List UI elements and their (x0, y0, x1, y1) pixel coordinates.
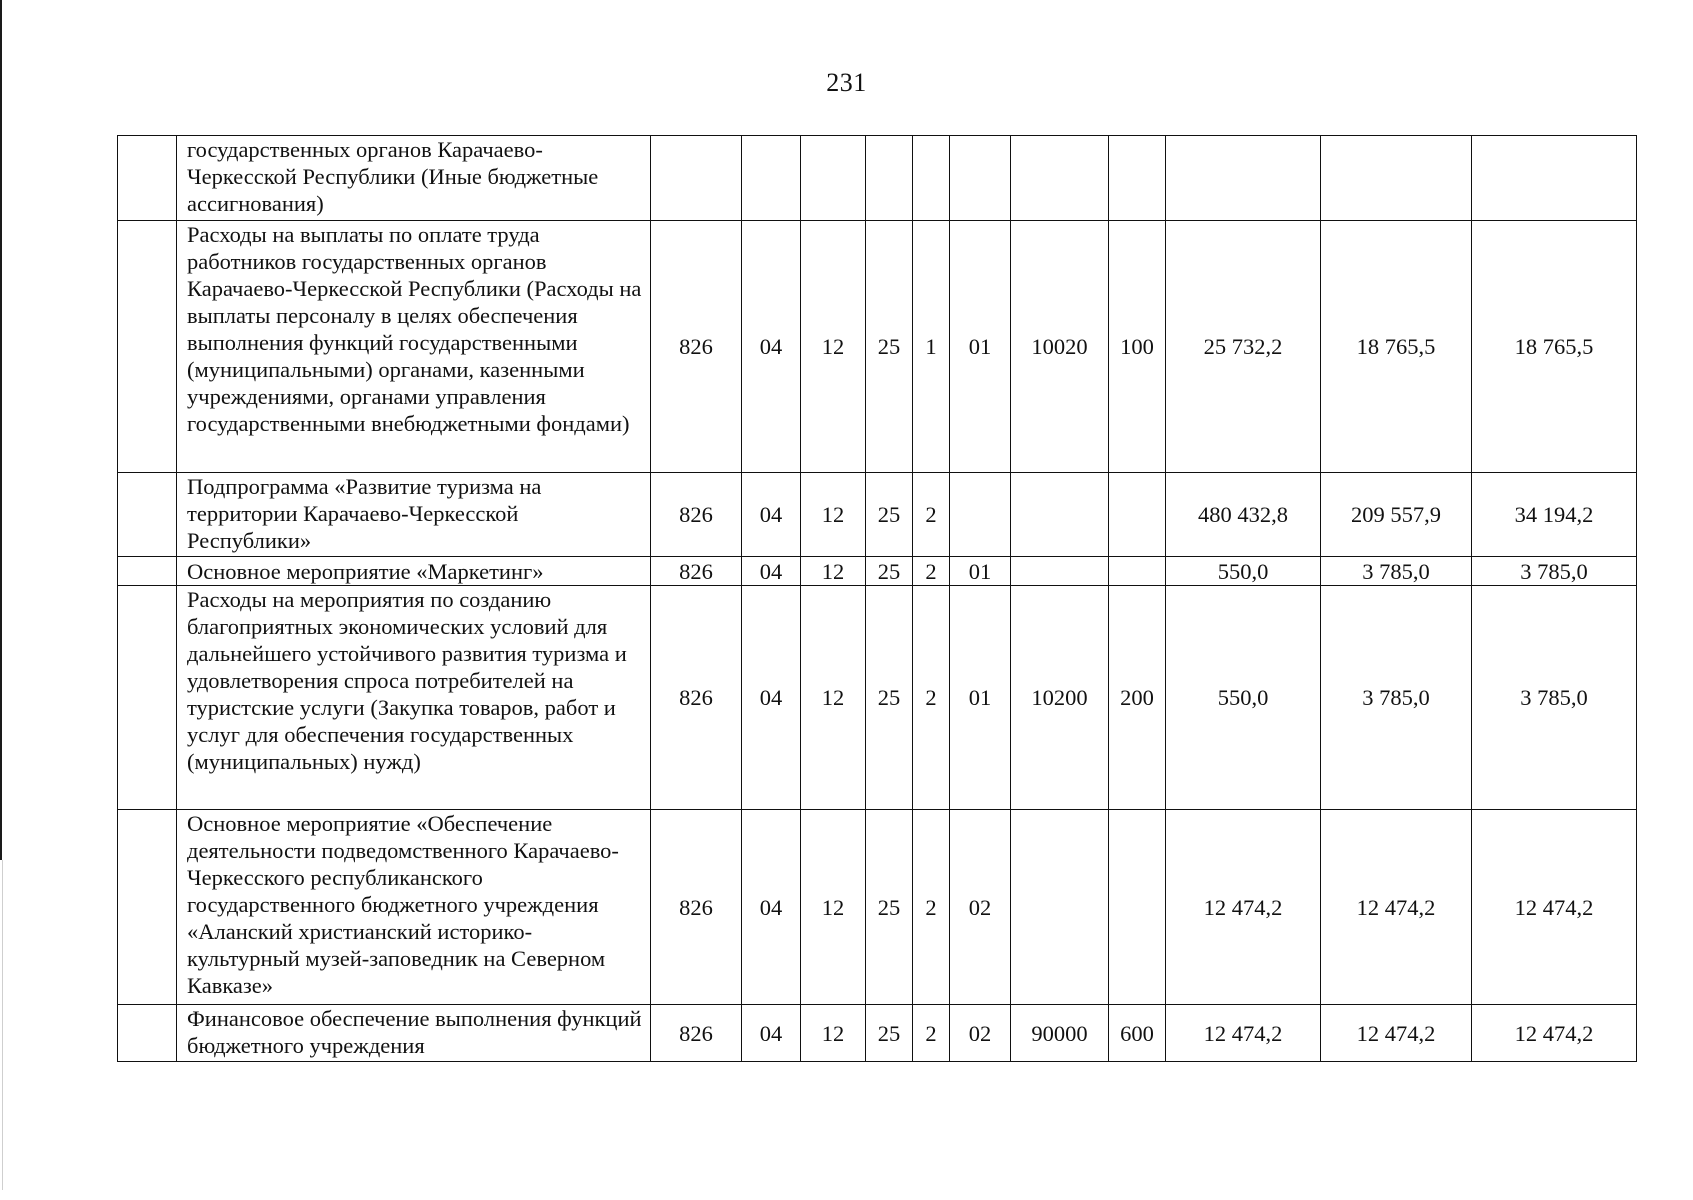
code-subsection: 12 (801, 1005, 866, 1062)
code-program: 25 (866, 473, 913, 557)
code-ministry (651, 136, 742, 221)
code-subsection: 12 (801, 557, 866, 586)
code-subprogram: 2 (913, 1005, 950, 1062)
code-ministry: 826 (651, 221, 742, 473)
table-row (118, 557, 1637, 586)
row-description: Расходы на выплаты по оплате труда работников государственных органов Карачаево-Черкесской Республики (Расходы на выплаты персоналу в целях обеспечения выполнения функций государственными (муниципальными) органами, казенными учреждениями, органами управления государственными внебюджетными фондами) (177, 221, 651, 473)
row-description: Финансовое обеспечение выполнения функций бюджетного учреждения (177, 1005, 651, 1062)
code-section: 04 (742, 1005, 801, 1062)
code-section: 04 (742, 557, 801, 586)
amount-year-3 (1472, 136, 1637, 221)
amount-year-2: 3 785,0 (1321, 557, 1472, 586)
amount-year-2: 12 474,2 (1321, 1005, 1472, 1062)
amount-year-2: 18 765,5 (1321, 221, 1472, 473)
code-program: 25 (866, 586, 913, 810)
row-index-cell (118, 810, 177, 1005)
code-subprogram: 1 (913, 221, 950, 473)
code-main-activity: 02 (950, 1005, 1011, 1062)
code-direction (1011, 557, 1109, 586)
row-index-cell (118, 221, 177, 473)
amount-year-1 (1166, 136, 1321, 221)
code-subsection: 12 (801, 473, 866, 557)
code-expense-type (1109, 136, 1166, 221)
page-number: 231 (826, 68, 867, 97)
row-description: Основное мероприятие «Маркетинг» (177, 557, 651, 586)
code-ministry: 826 (651, 473, 742, 557)
code-expense-type (1109, 473, 1166, 557)
amount-year-1: 480 432,8 (1166, 473, 1321, 557)
code-ministry: 826 (651, 586, 742, 810)
code-section: 04 (742, 810, 801, 1005)
amount-year-2: 12 474,2 (1321, 810, 1472, 1005)
table-row (118, 221, 1637, 473)
row-description: Основное мероприятие «Обеспечение деятельности подведомственного Карачаево-Черкесского республиканского государственного бюджетного учреждения «Аланский христианский историко-культурный музей-заповедник на Северном Кавказе» (177, 810, 651, 1005)
amount-year-1: 25 732,2 (1166, 221, 1321, 473)
row-description: Расходы на мероприятия по созданию благоприятных экономических условий для дальнейшего устойчивого развития туризма и удовлетворения спроса потребителей на туристские услуги (Закупка товаров, работ и услуг для обеспечения государственных (муниципальных) нужд) (177, 586, 651, 810)
row-index-cell (118, 586, 177, 810)
code-expense-type (1109, 557, 1166, 586)
amount-year-1: 550,0 (1166, 586, 1321, 810)
amount-year-1: 12 474,2 (1166, 1005, 1321, 1062)
code-main-activity (950, 473, 1011, 557)
code-ministry: 826 (651, 557, 742, 586)
code-section: 04 (742, 221, 801, 473)
code-direction (1011, 473, 1109, 557)
table-row (118, 136, 1637, 221)
code-direction: 90000 (1011, 1005, 1109, 1062)
code-expense-type (1109, 810, 1166, 1005)
amount-year-3: 3 785,0 (1472, 586, 1637, 810)
row-description: государственных органов Карачаево-Черкесской Республики (Иные бюджетные ассигнования) (177, 136, 651, 221)
row-index-cell (118, 136, 177, 221)
code-expense-type: 200 (1109, 586, 1166, 810)
code-section (742, 136, 801, 221)
code-direction (1011, 810, 1109, 1005)
code-direction: 10020 (1011, 221, 1109, 473)
table-row (118, 586, 1637, 810)
amount-year-3: 18 765,5 (1472, 221, 1637, 473)
amount-year-1: 550,0 (1166, 557, 1321, 586)
code-main-activity: 02 (950, 810, 1011, 1005)
code-program: 25 (866, 810, 913, 1005)
amount-year-3: 12 474,2 (1472, 1005, 1637, 1062)
code-main-activity: 01 (950, 586, 1011, 810)
row-index-cell (118, 473, 177, 557)
code-ministry: 826 (651, 810, 742, 1005)
amount-year-1: 12 474,2 (1166, 810, 1321, 1005)
row-description: Подпрограмма «Развитие туризма на территории Карачаево-Черкесской Республики» (177, 473, 651, 557)
code-program: 25 (866, 1005, 913, 1062)
table-row (118, 1005, 1637, 1062)
code-main-activity: 01 (950, 557, 1011, 586)
code-ministry: 826 (651, 1005, 742, 1062)
amount-year-2: 3 785,0 (1321, 586, 1472, 810)
table-row (118, 473, 1637, 557)
row-index-cell (118, 1005, 177, 1062)
amount-year-2 (1321, 136, 1472, 221)
scan-border-line-faint (2, 860, 3, 1190)
amount-year-2: 209 557,9 (1321, 473, 1472, 557)
code-subsection (801, 136, 866, 221)
code-subprogram: 2 (913, 586, 950, 810)
code-section: 04 (742, 586, 801, 810)
code-subprogram (913, 136, 950, 221)
code-program (866, 136, 913, 221)
code-subprogram: 2 (913, 473, 950, 557)
code-direction: 10200 (1011, 586, 1109, 810)
row-index-cell (118, 557, 177, 586)
code-program: 25 (866, 557, 913, 586)
code-program: 25 (866, 221, 913, 473)
amount-year-3: 3 785,0 (1472, 557, 1637, 586)
code-main-activity: 01 (950, 221, 1011, 473)
code-subprogram: 2 (913, 810, 950, 1005)
code-expense-type: 100 (1109, 221, 1166, 473)
budget-allocation-table (117, 135, 1637, 1062)
code-section: 04 (742, 473, 801, 557)
code-main-activity (950, 136, 1011, 221)
code-subsection: 12 (801, 586, 866, 810)
code-expense-type: 600 (1109, 1005, 1166, 1062)
code-subsection: 12 (801, 221, 866, 473)
amount-year-3: 34 194,2 (1472, 473, 1637, 557)
amount-year-3: 12 474,2 (1472, 810, 1637, 1005)
code-direction (1011, 136, 1109, 221)
code-subprogram: 2 (913, 557, 950, 586)
code-subsection: 12 (801, 810, 866, 1005)
table-row (118, 810, 1637, 1005)
scan-border-line (0, 0, 2, 860)
